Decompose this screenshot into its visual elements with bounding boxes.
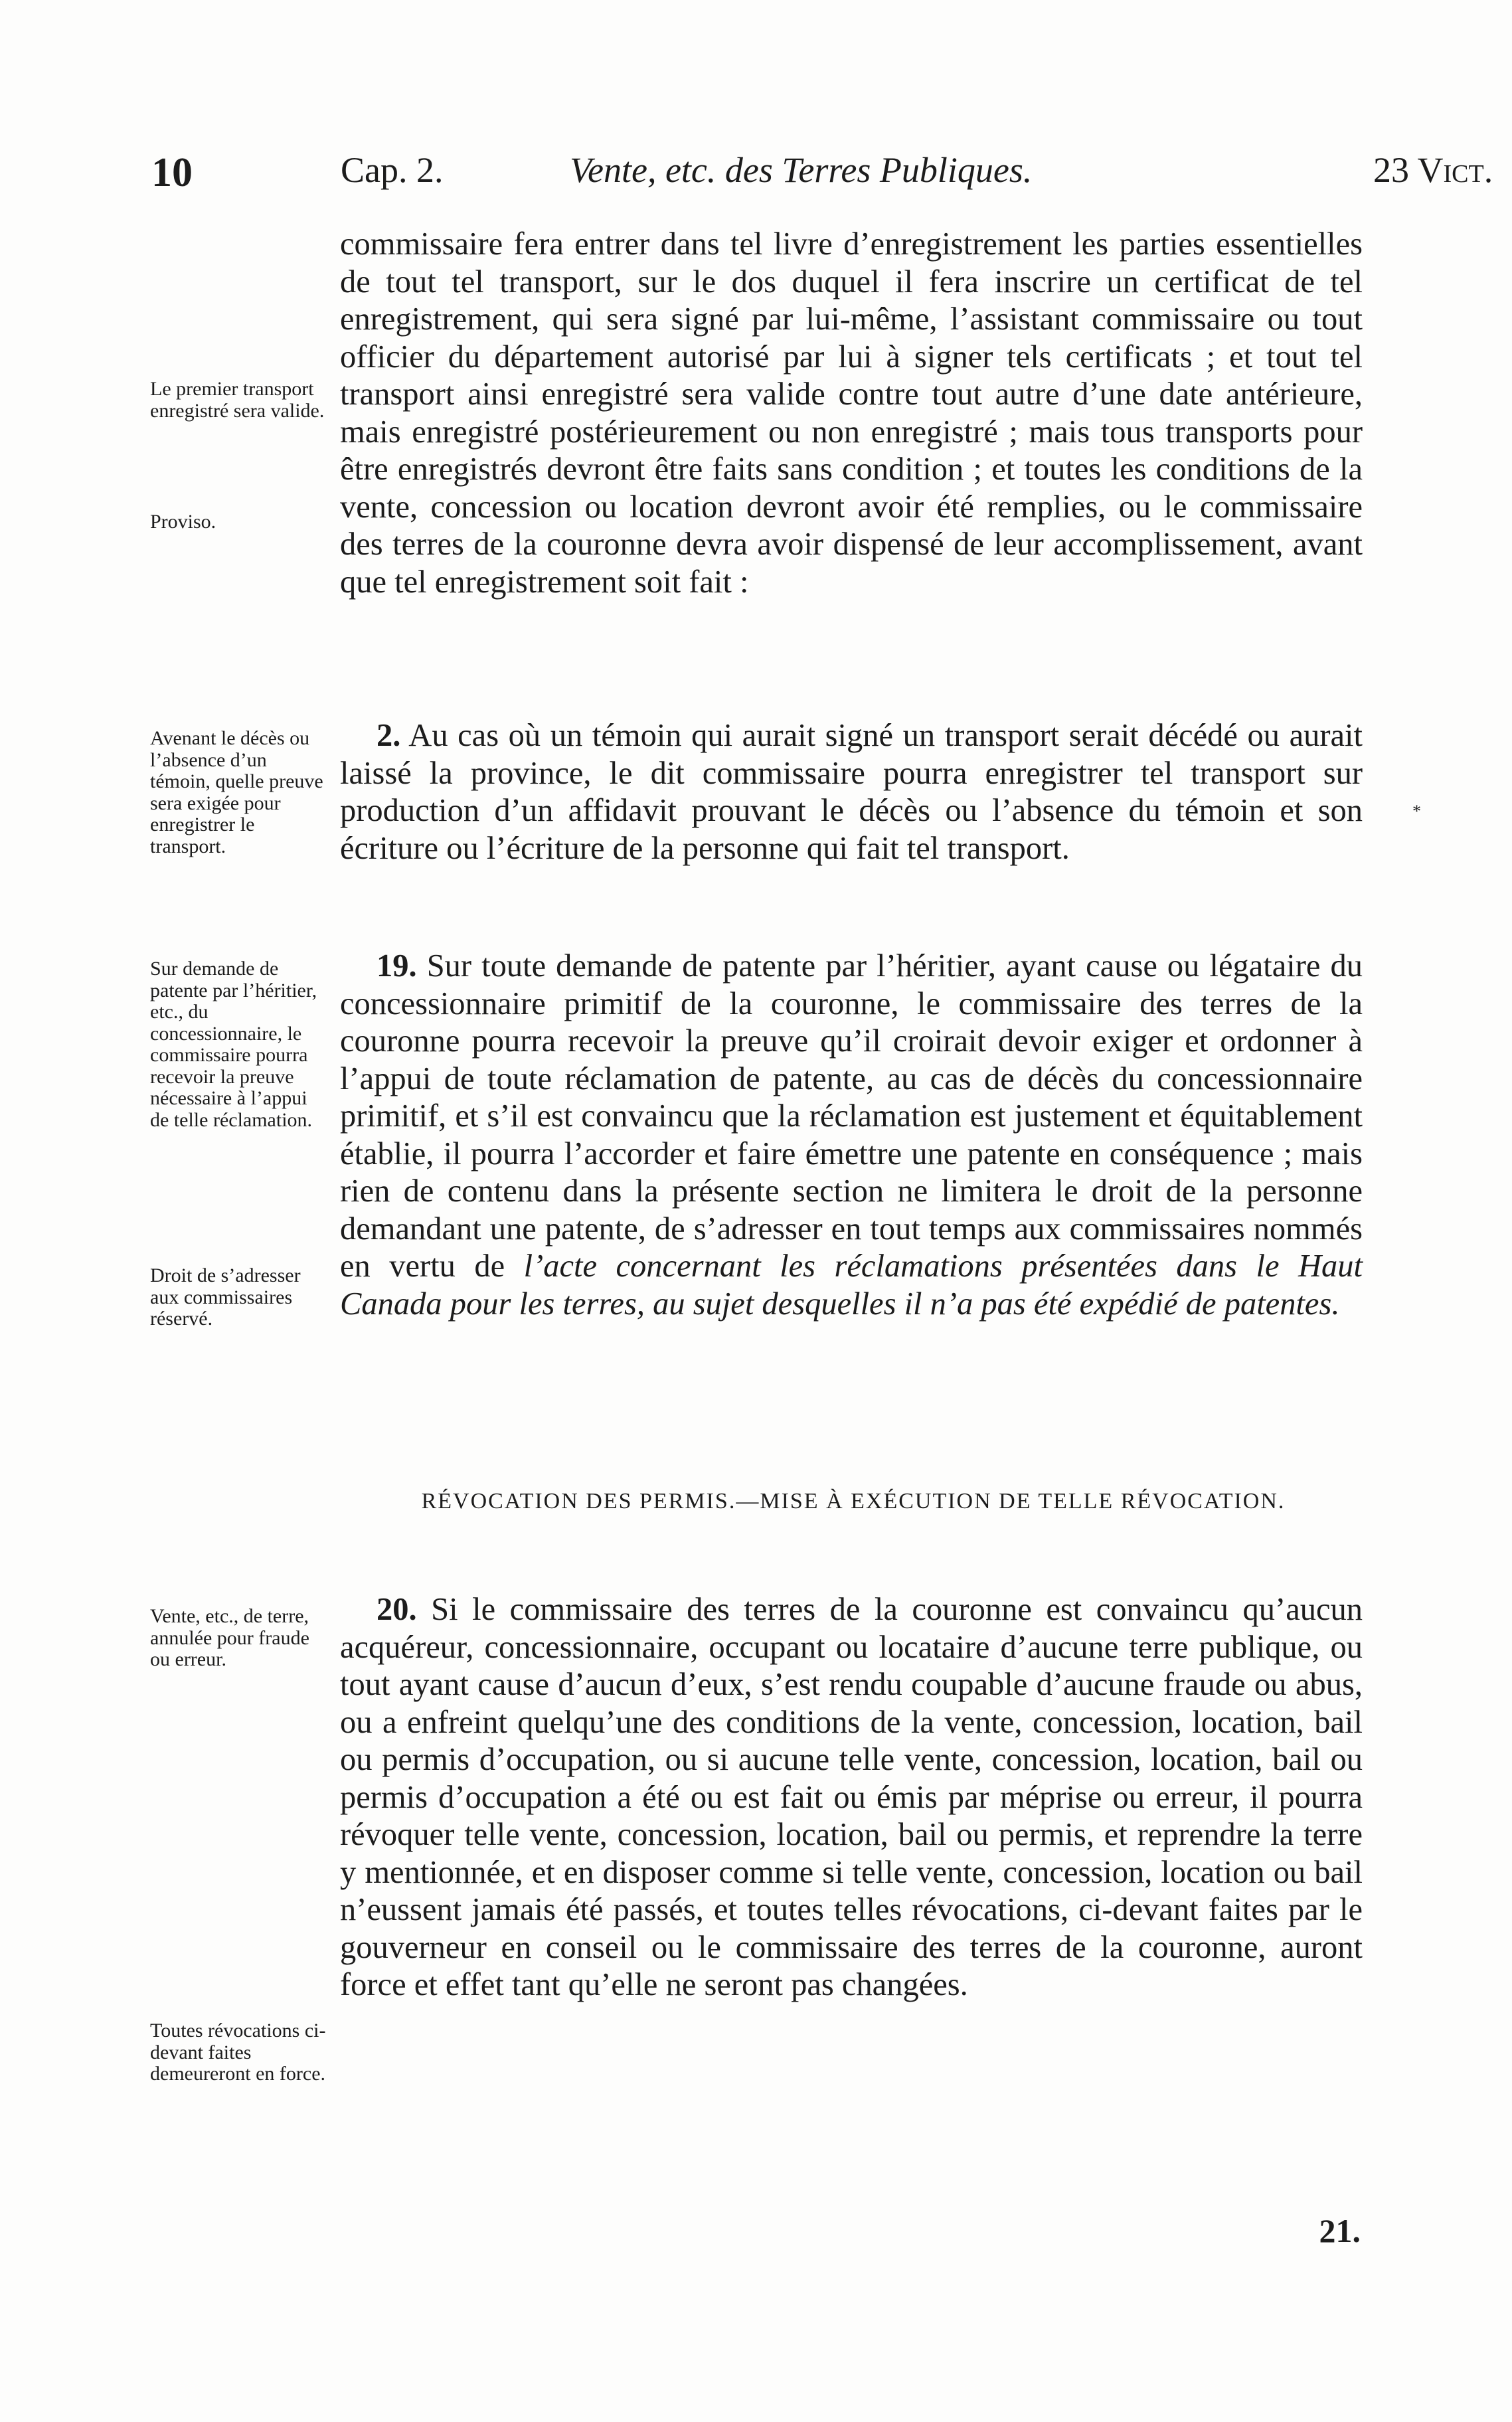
margin-note-sale-annulled: Vente, etc., de terre, annulée pour fraude ou erreur. [150,1605,309,1670]
page-number: 10 [151,150,193,195]
stray-mark: * [1412,802,1421,821]
running-head [151,149,1493,203]
paragraph-section-20 [340,1591,1363,2004]
paragraph-text [340,948,1363,1323]
reign-text: 23 Vict. [1373,150,1493,190]
paragraph-section-19 [340,948,1363,1323]
margin-note-witness-absence: Avenant le décès ou l’absence d’un témoin, quelle preuve sera exigée pour enregistrer le transport. [150,727,323,857]
margin-note-heir-patent: Sur demande de patente par l’héritier, etc., du concessionnaire, le commissaire pourra recevoir la preuve nécessaire à l’appui de telle réclamation. [150,958,317,1131]
act-title: l’acte concernant les réclamations présentées dans le Haut Canada pour les terres, au sujet desquelles il n’a pas été expédié de patentes. [340,1249,1363,1322]
section-heading: RÉVOCATION DES PERMIS.—MISE À EXÉCUTION DE TELLE RÉVOCATION. [421,1489,1286,1514]
section-text: Sur toute demande de patente par l’héritier, ayant cause ou légataire du concessionnaire primitif de la couronne, le commissaire des terres de la couronne pourra recevoir la preuve qu’il croirait devoir exiger et ordonner à l’appui de toute réclamation de patente, au cas de décès du concessionnaire primitif, et s’il est convaincu que la réclamation est justement et équitablement établie, il pourra l’accorder et faire émettre une patente en conséquence ; mais rien de contenu dans la présente section ne limitera le droit de la personne demandant une patente, de s’adresser en tout temps aux commissaires nommés en vertu de [340,948,1363,1284]
paragraph-subsection-2 [340,717,1363,867]
margin-note-right-reserved: Droit de s’adresser aux commissaires réservé. [150,1264,301,1330]
section-text: Si le commissaire des terres de la couronne est convaincu qu’aucun acquéreur, concessionnaire, occupant ou locataire d’aucune terre publique, ou tout ayant cause d’aucun d’eux, s’est rendu coupable d’aucune fraude ou abus, ou a enfreint quelqu’une des conditions de la vente, concession, location, bail ou permis d’occupation, ou si aucune telle vente, concession, location, bail ou permis d’occupation a été ou est fait ou émis par méprise ou erreur, il pourra révoquer telle vente, concession, location, bail ou permis, et reprendre la terre y mentionnée, et en disposer comme si telle vente, concession, location ou bail n’eussent jamais été passés, et toutes telles révocations, ci-devant faites par le gouverneur en conseil ou le commissaire des terres de la couronne, auront force et effet tant qu’elle ne seront pas changées. [340,1592,1363,2002]
section-number: 19. [377,948,417,984]
margin-note-proviso: Proviso. [150,511,216,533]
catchword: 21. [1319,2212,1361,2249]
paragraph-text [340,1591,1363,2004]
margin-note-revocations-in-force: Toutes révocations ci-devant faites demeureront en force. [150,2020,326,2085]
subsection-text: Au cas où un témoin qui aurait signé un transport serait décédé ou aurait laissé la province, le dit commissaire pourra enregistrer tel transport sur production d’un affidavit prouvant le décès ou l’absence du témoin et son écriture ou l’écriture de la personne qui fait tel transport. [340,718,1363,866]
margin-note-first-transport: Le premier transport enregistré sera valide. [150,378,325,422]
section-number: 20. [377,1592,417,1627]
paragraph-text: commissaire fera entrer dans tel livre d’enregistrement les parties essentielles de tout tel transport, sur le dos duquel il fera inscrire un certificat de tel enregistrement, qui sera signé par lui-même, l’assistant commissaire ou tout officier du département autorisé par lui à signer tels certificats ; et tout tel transport ainsi enregistré sera valide contre tout autre d’une date antérieure, mais enregistré postérieurement ou non enregistré ; mais tous transports pour être enregistrés devront être faits sans condition ; et toutes les conditions de la vente, concession ou location devront avoir été remplies, ou le commissaire des terres de la couronne devra avoir dispensé de leur accomplissement, avant que tel enregistrement soit fait : [340,226,1363,600]
running-title: Vente, etc. des Terres Publiques. [570,150,1033,190]
paragraph-text [340,717,1363,867]
chapter-label: Cap. 2. [341,150,444,190]
subsection-number: 2. [377,718,401,753]
paragraph-continuation [340,226,1363,601]
